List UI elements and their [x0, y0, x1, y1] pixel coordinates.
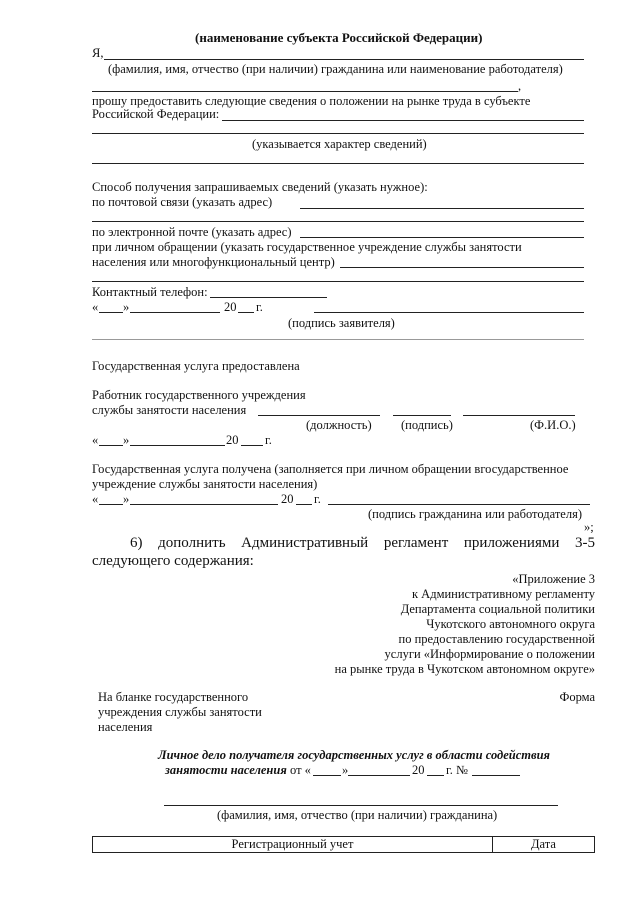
received-month-line[interactable]: [130, 504, 278, 505]
appendix-line-5: по предоставлению государственной: [398, 632, 595, 646]
appendix-line-4: Чукотского автономного округа: [426, 617, 595, 631]
form-number-line[interactable]: [472, 775, 520, 776]
provided-day-line[interactable]: [99, 445, 123, 446]
fio-caption: (Ф.И.О.): [530, 418, 576, 432]
applicant-signature-line[interactable]: [314, 312, 584, 313]
phone-line[interactable]: [210, 297, 327, 298]
post-address-line-2[interactable]: [92, 221, 584, 222]
form-title-from: от «: [290, 763, 311, 777]
method-title: Способ получения запрашиваемых сведений (указать нужное):: [92, 180, 428, 194]
received-signature-line[interactable]: [328, 504, 590, 505]
form-day-line[interactable]: [313, 775, 341, 776]
method-email: по электронной почте (указать адрес): [92, 225, 292, 239]
applicant-signature-caption: (подпись заявителя): [288, 316, 395, 330]
subject-caption: (наименование субъекта Российской Федерации): [195, 30, 483, 45]
info-line-3[interactable]: [92, 163, 584, 164]
worker-line-2: службы занятости населения: [92, 403, 247, 417]
personal-line[interactable]: [340, 267, 584, 268]
amendment-line-1: 6) дополнить Административный регламент приложениями 3-5: [130, 535, 595, 551]
worker-line-1: Работник государственного учреждения: [92, 388, 306, 402]
name-line[interactable]: [104, 59, 584, 60]
method-personal-1: при личном обращении (указать государственное учреждение службы занятости: [92, 240, 522, 254]
received-signature-caption: (подпись гражданина или работодателя): [368, 507, 582, 521]
year-prefix: 20: [224, 300, 237, 314]
received-year-prefix: 20: [281, 492, 294, 506]
appendix-line-7: на рынке труда в Чукотском автономном округе»: [334, 662, 595, 676]
personal-line-2[interactable]: [92, 281, 584, 282]
info-line-1[interactable]: [222, 120, 584, 121]
comma: ,: [518, 79, 522, 93]
appendix-line-3: Департамента социальной политики: [400, 602, 595, 616]
method-personal-2: населения или многофункциональный центр): [92, 255, 335, 269]
form-title-year: 20: [412, 763, 425, 777]
provided-title: Государственная услуга предоставлена: [92, 359, 300, 373]
fio-line[interactable]: [463, 415, 575, 416]
nature-caption: (указывается характер сведений): [252, 137, 427, 151]
info-line-2[interactable]: [92, 133, 584, 134]
received-closing: »;: [584, 520, 594, 534]
divider: [92, 339, 584, 340]
request-line-1: прошу предоставить следующие сведения о положении на рынке труда в субъекте: [92, 94, 531, 108]
table-header-date: Дата: [493, 837, 595, 853]
received-line-2: учреждение службы занятости населения): [92, 477, 318, 491]
received-line-1: Государственная услуга получена (заполняется при личном обращении вгосударственное: [92, 462, 569, 476]
registration-table: [92, 836, 595, 853]
date-close: »: [123, 300, 130, 314]
year-line[interactable]: [238, 312, 254, 313]
form-title-number: г. №: [446, 763, 468, 777]
blank-line-2: учреждения службы занятости: [98, 705, 262, 719]
table-row: [93, 837, 595, 853]
received-day-line[interactable]: [99, 504, 123, 505]
form-month-line[interactable]: [348, 775, 410, 776]
appendix-line-6: услуги «Информирование о положении: [384, 647, 595, 661]
name-caption: (фамилия, имя, отчество (при наличии) гражданина или наименование работодателя): [108, 62, 563, 76]
position-line[interactable]: [258, 415, 380, 416]
provided-date-open: «: [92, 433, 99, 447]
year-suffix: г.: [256, 300, 263, 314]
post-address-line[interactable]: [300, 208, 584, 209]
amendment-line-2: следующего содержания:: [92, 553, 254, 569]
worker-signature-line[interactable]: [393, 415, 451, 416]
citizen-line[interactable]: [164, 805, 558, 806]
received-date-open: «: [92, 492, 99, 506]
phone-label: Контактный телефон:: [92, 285, 208, 299]
position-caption: (должность): [306, 418, 372, 432]
appendix-line-2: к Административному регламенту: [411, 587, 595, 601]
month-line[interactable]: [130, 312, 220, 313]
ya-label: Я,: [92, 46, 104, 60]
email-address-line[interactable]: [300, 237, 584, 238]
received-date-close: »: [123, 492, 130, 506]
provided-year-line[interactable]: [241, 445, 263, 446]
method-post: по почтовой связи (указать адрес): [92, 195, 273, 209]
date-open: «: [92, 300, 99, 314]
provided-year-prefix: 20: [226, 433, 239, 447]
request-line-2: Российской Федерации:: [92, 107, 220, 121]
appendix-line-1: «Приложение 3: [512, 572, 595, 586]
worker-signature-caption: (подпись): [401, 418, 453, 432]
provided-date-close: »: [123, 433, 130, 447]
form-year-line[interactable]: [427, 775, 444, 776]
name-line-2[interactable]: [92, 91, 518, 92]
table-header-registration: Регистрационный учет: [93, 837, 493, 853]
day-line[interactable]: [99, 312, 123, 313]
form-label: Форма: [559, 690, 595, 704]
form-title-2: занятости населения: [165, 763, 287, 777]
blank-line-1: На бланке государственного: [98, 690, 249, 704]
form-title-1: Личное дело получателя государственных услуг в области содействия: [158, 748, 550, 762]
blank-line-3: населения: [98, 720, 153, 734]
provided-year-suffix: г.: [265, 433, 272, 447]
received-year-line[interactable]: [296, 504, 312, 505]
citizen-caption: (фамилия, имя, отчество (при наличии) гражданина): [217, 808, 498, 822]
form-title-mid: »: [342, 763, 349, 777]
provided-month-line[interactable]: [130, 445, 225, 446]
received-year-suffix: г.: [314, 492, 321, 506]
